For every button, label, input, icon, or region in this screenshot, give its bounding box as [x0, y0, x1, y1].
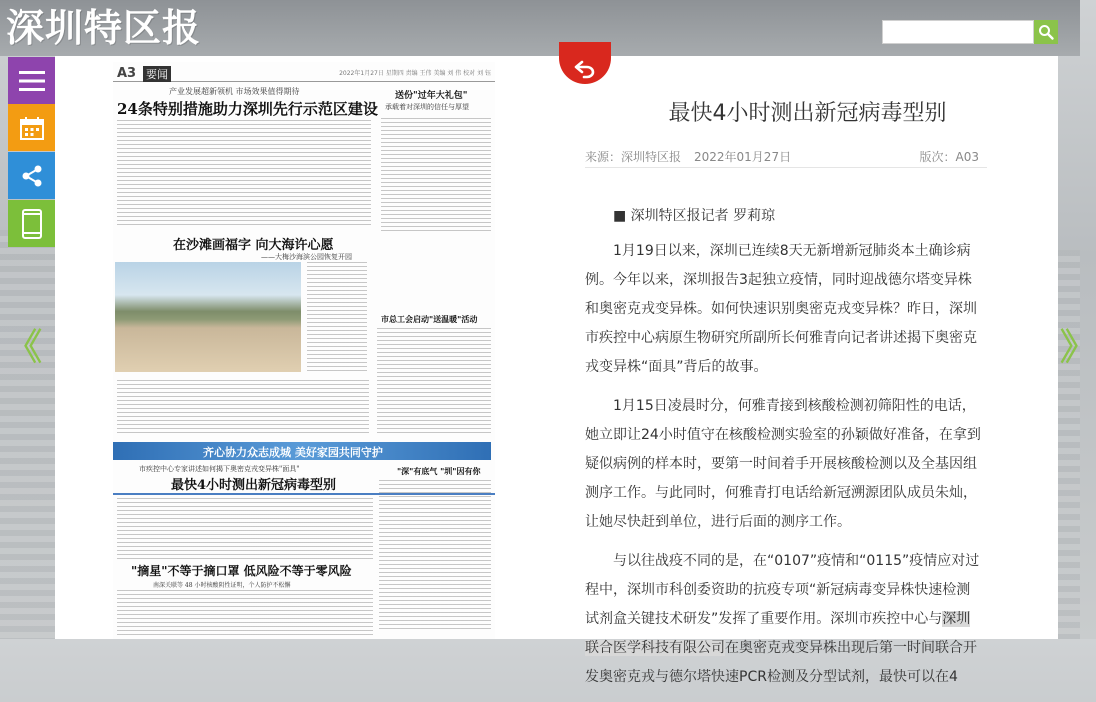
article-version: 版次：A03: [919, 150, 979, 164]
article-paragraph: [585, 547, 981, 692]
headline1-kicker: 产业发展超新领机 市场效果值得期待: [169, 87, 300, 96]
side-subheadline: 承载着对深圳的信任与厚望: [385, 103, 469, 111]
article-meta: [585, 146, 987, 168]
campaign-banner: [113, 442, 491, 460]
site-logo[interactable]: 深圳特区报: [6, 5, 202, 50]
next-page-arrow[interactable]: 》: [1060, 327, 1096, 368]
search-icon: [1038, 24, 1054, 40]
highlighted-company-name[interactable]: 深圳联合医学科技有限公司: [585, 611, 971, 656]
article-text: 在奥密克戎变异株出现后第一时间联合开发奥密克戎与德尔塔快速PCR检测及分型试剂，最快可以在4: [585, 640, 977, 685]
search-input[interactable]: [882, 20, 1034, 44]
side-headline3[interactable]: "深"有底气 "圳"因有你: [397, 466, 481, 476]
headline2-subheadline: ——大梅沙海滨公园恢复开园: [261, 253, 352, 261]
article-text-block: [377, 328, 491, 436]
page-header: [113, 66, 495, 82]
previous-page-arrow[interactable]: 《: [6, 327, 43, 368]
headline1[interactable]: 24条特别措施助力深圳先行示范区建设: [117, 100, 378, 118]
article-title: 最快4小时测出新冠病毒型别: [668, 101, 947, 126]
mobile-button[interactable]: [8, 200, 55, 247]
beach-photo[interactable]: [115, 262, 301, 372]
selected-article-outline-top: [113, 493, 495, 495]
article-paragraph: 1月15日凌晨时分，何雅青接到核酸检测初筛阳性的电话，她立即让24小时值守在核酸检测实验室的孙颖做好准备，在拿到疑似病例的样本时，要第一时间着手开展核酸检测以及全基因组测序工作。与此同时，何雅青打电话给新冠溯源团队成员朱灿，让她尽快赶到单位，进行后面的测序工作。: [585, 398, 981, 530]
article-date: 2022年01月27日: [694, 150, 792, 164]
share-icon: [20, 164, 44, 188]
search-button[interactable]: [1034, 20, 1058, 44]
background-skyline-left: [0, 230, 55, 639]
campaign-banner-text: 齐心协力众志成城 美好家园共同守护: [203, 446, 383, 459]
background-skyline-right: [1058, 250, 1080, 639]
headline3-kicker: 市疾控中心专家讲述如何揭下奥密克戎变异株"面具": [139, 465, 300, 473]
article-text-block: [117, 120, 371, 228]
article-text-block: [117, 380, 369, 436]
calendar-button[interactable]: [8, 104, 55, 151]
article-paragraph: 1月19日以来，深圳已连续8天无新增新冠肺炎本土确诊病例。今年以来，深圳报告3起独立疫情，同时迎战德尔塔变异株和奥密克戎变异株。如何快速识别奥密克戎变异株？昨日，深圳市疾控中心病原生物研究所副所长何雅青向记者讲述揭下奥密克戎变异株“面具”背后的故事。: [585, 243, 977, 375]
article-body: [585, 202, 981, 702]
menu-icon: [19, 70, 45, 92]
headline4-subheadline: 南深关联等 48 小时核酸阴性证明，个人防护不松懈: [153, 582, 291, 589]
article-text: 与以往战疫不同的是，在“0107”疫情和“0115”疫情应对过程中，深圳市科创委资助的抗疫专项“新冠病毒变异株快速检测试剂盒关键技术研发”发挥了重要作用。深圳市疾控中心与: [585, 553, 980, 627]
article-panel: [557, 56, 1058, 685]
calendar-icon: [20, 116, 44, 140]
newspaper-page-content: [113, 62, 495, 639]
side-headline2[interactable]: 市总工会启动"送温暖"活动: [381, 314, 478, 324]
header-bar: [0, 0, 1080, 56]
headline2[interactable]: 在沙滩画福字 向大海许心愿: [173, 238, 334, 253]
newspaper-page[interactable]: [55, 56, 557, 639]
page-number: A3: [117, 66, 137, 81]
article-source: 来源：深圳特区报: [585, 150, 682, 164]
page-section: 要闻: [143, 66, 171, 82]
menu-button[interactable]: [8, 57, 55, 104]
side-headline[interactable]: 送份"过年大礼包": [395, 91, 468, 101]
article-text-block: [379, 480, 491, 630]
back-button[interactable]: [559, 42, 611, 84]
mobile-icon: [22, 209, 42, 239]
article-byline: ■ 深圳特区报记者 罗莉琼: [613, 208, 776, 224]
headline4[interactable]: "摘星"不等于摘口罩 低风险不等于零风险: [131, 564, 352, 578]
headline3[interactable]: 最快4小时测出新冠病毒型别: [171, 478, 337, 493]
article-text-block: [307, 262, 367, 374]
article-text-block: [381, 118, 491, 234]
share-button[interactable]: [8, 152, 55, 199]
article-text-block: [117, 494, 373, 560]
article-text-block: [117, 590, 373, 636]
back-arrow-icon: [574, 60, 596, 78]
page-info: 2022年1月27日 星期四 责编 王伟 美编 刘 伟 校对 刘 钰: [339, 70, 491, 77]
